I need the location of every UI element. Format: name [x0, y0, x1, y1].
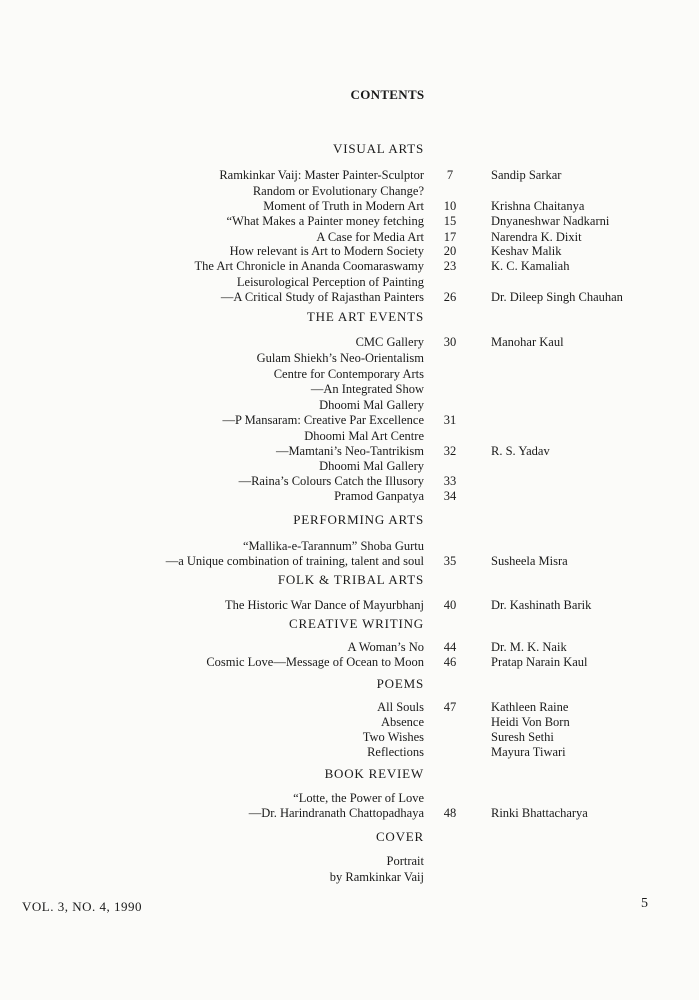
- entry-title: Pramod Ganpatya: [334, 489, 424, 503]
- toc-entry: [0, 639, 699, 655]
- toc-entry: [0, 790, 699, 806]
- entry-title: Dhoomi Mal Art Centre: [304, 429, 424, 443]
- toc-entry: [0, 258, 699, 274]
- toc-entry: [0, 397, 699, 413]
- section-heading-text: POEMS: [376, 676, 424, 691]
- entry-page-number: 7: [446, 168, 454, 182]
- entry-title: by Ramkinkar Vaij: [329, 870, 424, 884]
- page-title: CONTENTS: [350, 87, 425, 102]
- toc-entry: [0, 744, 699, 760]
- entry-page-number: 48: [443, 806, 457, 820]
- entry-page-number: 47: [443, 700, 457, 714]
- toc-entry: [0, 443, 699, 459]
- toc-entry: [0, 412, 699, 428]
- section-heading: [0, 675, 699, 693]
- entry-title: —An Integrated Show: [310, 382, 424, 396]
- toc-entry: [0, 183, 699, 199]
- entry-author: Dr. Kashinath Barik: [491, 598, 592, 612]
- toc-entry: [0, 553, 699, 569]
- entry-author: Suresh Sethi: [491, 730, 554, 744]
- entry-author: Manohar Kaul: [491, 335, 564, 349]
- entry-title: A Woman’s No: [347, 640, 424, 654]
- entry-page-number: 20: [443, 244, 457, 258]
- entry-page-number: 33: [443, 474, 457, 488]
- entry-title: —P Mansaram: Creative Par Excellence: [222, 413, 424, 427]
- section-heading-text: COVER: [375, 829, 424, 844]
- entry-title: The Historic War Dance of Mayurbhanj: [224, 598, 424, 612]
- entry-page-number: 44: [443, 640, 457, 654]
- section-heading-text: FOLK & TRIBAL ARTS: [277, 572, 424, 587]
- section-heading: [0, 828, 699, 846]
- toc-entry: [0, 213, 699, 229]
- entry-author: Heidi Von Born: [491, 715, 570, 729]
- entry-author: Mayura Tiwari: [491, 745, 566, 759]
- entry-page-number: 31: [443, 413, 457, 427]
- entry-page-number: 46: [443, 655, 457, 669]
- entry-title: “Mallika-e-Tarannum” Shoba Gurtu: [242, 539, 424, 553]
- entry-author: Sandip Sarkar: [491, 168, 562, 182]
- entry-title: —Mamtani’s Neo-Tantrikism: [275, 444, 424, 458]
- entry-title: Dhoomi Mal Gallery: [319, 459, 424, 473]
- entry-title: Ramkinkar Vaij: Master Painter-Sculptor: [219, 168, 424, 182]
- toc-entry: [0, 473, 699, 489]
- toc-entry: [0, 243, 699, 259]
- entry-title: All Souls: [377, 700, 424, 714]
- entry-title: Random or Evolutionary Change?: [252, 184, 424, 198]
- section-heading: [0, 571, 699, 589]
- entry-title: “Lotte, the Power of Love: [293, 791, 424, 805]
- entry-title: Moment of Truth in Modern Art: [263, 199, 424, 213]
- entry-title: Gulam Shiekh’s Neo-Orientalism: [256, 351, 424, 365]
- entry-author: Rinki Bhattacharya: [491, 806, 588, 820]
- toc-entry: [0, 538, 699, 554]
- toc-entry: [0, 350, 699, 366]
- entry-title: —a Unique combination of training, talent and soul: [165, 554, 424, 568]
- toc-entry: [0, 853, 699, 869]
- entry-title: —Dr. Harindranath Chattopadhaya: [248, 806, 424, 820]
- toc-entry: [0, 458, 699, 474]
- section-heading-text: BOOK REVIEW: [324, 766, 424, 781]
- entry-title: Two Wishes: [362, 730, 424, 744]
- entry-page-number: 34: [443, 489, 457, 503]
- toc-entry: [0, 654, 699, 670]
- entry-title: A Case for Media Art: [316, 230, 424, 244]
- toc-entry: [0, 381, 699, 397]
- toc-entry: [0, 729, 699, 745]
- entry-author: Dr. M. K. Naik: [491, 640, 567, 654]
- entry-author: Kathleen Raine: [491, 700, 569, 714]
- entry-page-number: 40: [443, 598, 457, 612]
- entry-title: “What Makes a Painter money fetching: [226, 214, 424, 228]
- entry-title: Dhoomi Mal Gallery: [319, 398, 424, 412]
- section-heading-text: VISUAL ARTS: [333, 141, 424, 156]
- entry-author: Krishna Chaitanya: [491, 199, 585, 213]
- entry-author: Narendra K. Dixit: [491, 230, 582, 244]
- entry-title: Absence: [380, 715, 424, 729]
- entry-page-number: 15: [443, 214, 457, 228]
- entry-title: Leisurological Perception of Painting: [236, 275, 424, 289]
- entry-title: Reflections: [367, 745, 424, 759]
- entry-page-number: 32: [443, 444, 457, 458]
- toc-entry: [0, 198, 699, 214]
- section-heading: [0, 765, 699, 783]
- toc-entry: [0, 167, 699, 183]
- entry-author: Pratap Narain Kaul: [491, 655, 588, 669]
- toc-entry: [0, 699, 699, 715]
- toc-entry: [0, 714, 699, 730]
- entry-author: R. S. Yadav: [491, 444, 550, 458]
- entry-title: Portrait: [386, 854, 424, 868]
- entry-page-number: 30: [443, 335, 457, 349]
- entry-author: Dr. Dileep Singh Chauhan: [491, 290, 623, 304]
- toc-entry: [0, 428, 699, 444]
- entry-author: Susheela Misra: [491, 554, 568, 568]
- entry-title: The Art Chronicle in Ananda Coomaraswamy: [194, 259, 424, 273]
- section-heading-text: THE ART EVENTS: [306, 309, 424, 324]
- toc-entry: [0, 805, 699, 821]
- entry-title: Centre for Contemporary Arts: [273, 367, 424, 381]
- section-heading-text: PERFORMING ARTS: [293, 512, 424, 527]
- entry-title: —Raina’s Colours Catch the Illusory: [238, 474, 424, 488]
- page-number: 5: [641, 896, 648, 911]
- entry-author: Dnyaneshwar Nadkarni: [491, 214, 610, 228]
- entry-page-number: 26: [443, 290, 457, 304]
- entry-page-number: 10: [443, 199, 457, 213]
- entry-page-number: 35: [443, 554, 457, 568]
- entry-title: How relevant is Art to Modern Society: [229, 244, 424, 258]
- toc-entry: [0, 334, 699, 350]
- toc-entry: [0, 488, 699, 504]
- toc-entry: [0, 274, 699, 290]
- section-heading: [0, 140, 699, 158]
- entry-title: Cosmic Love—Message of Ocean to Moon: [206, 655, 424, 669]
- entry-author: K. C. Kamaliah: [491, 259, 570, 273]
- entry-title: —A Critical Study of Rajasthan Painters: [220, 290, 424, 304]
- volume-info: VOL. 3, NO. 4, 1990: [22, 899, 142, 914]
- entry-author: Keshav Malik: [491, 244, 562, 258]
- section-heading-text: CREATIVE WRITING: [289, 616, 424, 631]
- entry-page-number: 17: [443, 230, 457, 244]
- toc-entry: [0, 869, 699, 885]
- entry-title: CMC Gallery: [355, 335, 424, 349]
- section-heading: [0, 615, 699, 633]
- toc-entry: [0, 366, 699, 382]
- toc-entry: [0, 597, 699, 613]
- entry-page-number: 23: [443, 259, 457, 273]
- toc-entry: [0, 289, 699, 305]
- section-heading: [0, 308, 699, 326]
- section-heading: [0, 511, 699, 529]
